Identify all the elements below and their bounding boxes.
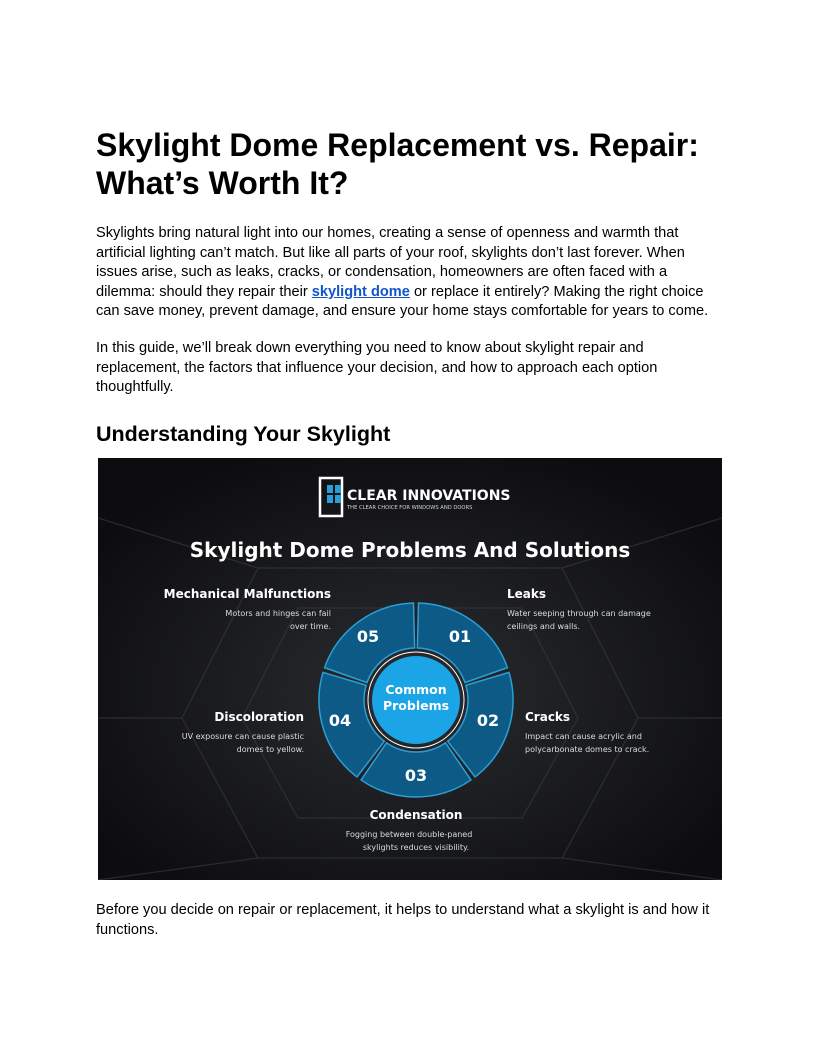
- segment-number-04: 04: [328, 711, 352, 730]
- segment-number-01: 01: [448, 627, 472, 646]
- item-title-condensation: Condensation: [369, 808, 463, 822]
- infographic-heading: Skylight Dome Problems And Solutions: [189, 538, 631, 562]
- item-title-cracks: Cracks: [525, 710, 571, 724]
- item-desc-condensation-1: Fogging between double-paned: [345, 830, 473, 839]
- item-desc-cracks-1: Impact can cause acrylic and: [525, 732, 642, 741]
- item-title-mechanical: Mechanical Malfunctions: [163, 587, 331, 601]
- brand-tagline: THE CLEAR CHOICE FOR WINDOWS AND DOORS: [347, 505, 473, 511]
- item-desc-condensation-2: skylights reduces visibility.: [362, 843, 470, 852]
- title-line-2: What’s Worth It?: [96, 165, 349, 201]
- item-title-leaks: Leaks: [507, 587, 547, 601]
- segment-number-05: 05: [356, 627, 380, 646]
- segment-number-02: 02: [476, 711, 500, 730]
- segment-number-03: 03: [404, 766, 428, 785]
- item-desc-mechanical-1: Motors and hinges can fail: [225, 609, 331, 618]
- item-title-discoloration: Discoloration: [214, 710, 304, 724]
- brand-name: CLEAR INNOVATIONS: [347, 488, 511, 504]
- page-title: [96, 126, 726, 202]
- skylight-dome-link[interactable]: skylight dome: [311, 283, 410, 300]
- item-desc-discoloration-1: UV exposure can cause plastic: [181, 732, 304, 741]
- center-label-line-2: Problems: [382, 698, 450, 713]
- intro-text-before: Skylights bring natural light into our homes, creating a sense of openness and warmth that artificial lighting can’t match. But like all parts of your roof, skylights don’t last forever. When issues arise, such as leaks, cracks, or condensation, homeowners are often faced with a dilemma: should they repair their: [96, 225, 685, 300]
- section-heading: Understanding Your Skylight: [96, 422, 391, 446]
- guide-paragraph: In this guide, we’ll break down everything you need to know about skylight repair and replacement, the factors that influence your decision, and how to approach each option thoughtfully.: [96, 340, 658, 396]
- intro-paragraph: [96, 224, 726, 322]
- item-desc-discoloration-2: domes to yellow.: [236, 745, 304, 754]
- center-label-line-1: Common: [385, 682, 447, 697]
- intro-text-after: or replace it entirely? Making the right choice can save money, prevent damage, and ensure your home stays comfortable for years to come.: [96, 283, 709, 320]
- item-desc-cracks-2: polycarbonate domes to crack.: [525, 745, 650, 754]
- item-desc-leaks-2: ceilings and walls.: [507, 622, 581, 631]
- closing-paragraph: Before you decide on repair or replacement, it helps to understand what a skylight is and how it functions.: [96, 902, 710, 938]
- title-line-1: Skylight Dome Replacement vs. Repair:: [96, 127, 699, 163]
- item-desc-mechanical-2: over time.: [290, 622, 331, 631]
- item-desc-leaks-1: Water seeping through can damage: [507, 609, 651, 618]
- infographic-image: [98, 458, 722, 880]
